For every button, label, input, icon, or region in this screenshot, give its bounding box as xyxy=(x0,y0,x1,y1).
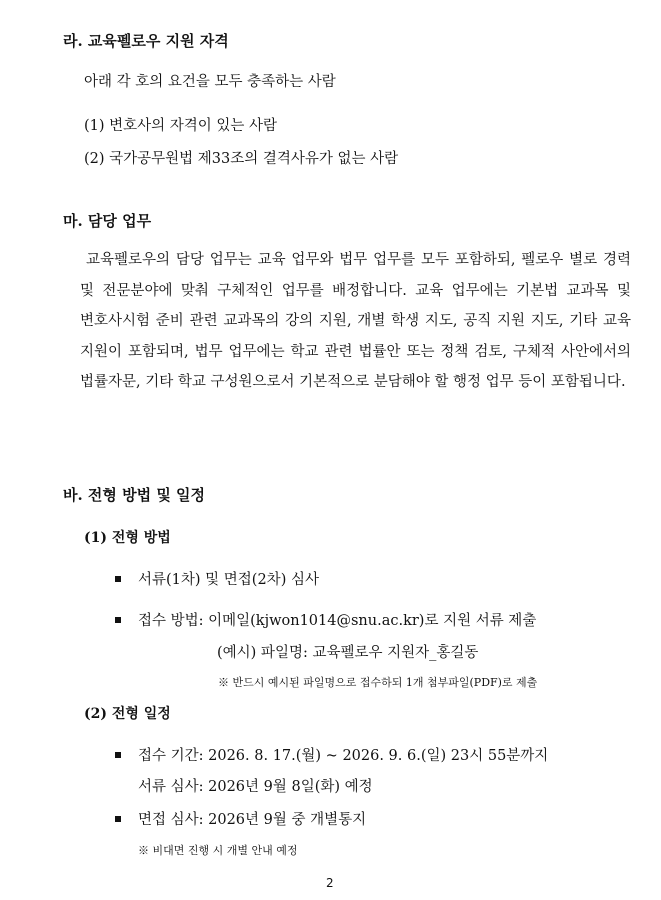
schedule-bullet-1: 접수 기간: 2026. 8. 17.(월) ~ 2026. 9. 6.(일) 23시 55분까지 xyxy=(138,748,549,764)
section-ra-heading: 라. 교육펠로우 지원 자격 xyxy=(63,32,229,50)
schedule-note: ※ 비대면 진행 시 개별 안내 예정 xyxy=(138,844,298,857)
bullet-icon xyxy=(115,576,121,582)
method-title: (1) 전형 방법 xyxy=(84,530,171,546)
section-ra-item-1: (1) 변호사의 자격이 있는 사람 xyxy=(84,118,278,134)
method-bullet-2: 접수 방법: 이메일(kjwon1014@snu.ac.kr)로 지원 서류 제출 xyxy=(138,613,537,629)
method-note: ※ 반드시 예시된 파일명으로 접수하되 1개 첨부파일(PDF)로 제출 xyxy=(218,676,538,689)
bullet-icon xyxy=(115,617,121,623)
schedule-title: (2) 전형 일정 xyxy=(84,706,171,722)
section-ma-paragraph: 교육펠로우의 담당 업무는 교육 업무와 법무 업무를 모두 포함하되, 펠로우 별로 경력 및 전문분야에 맞춰 구체적인 업무를 배정합니다. 교육 업무에는 기본법 교과목 및 변호사시험 준비 관련 교과목의 강의 지원, 개별 학생 지도, 공직 지원 지도, 기타 교육 지원이 포함되며, 법무 업무에는 학교 관련 법률안 또는 정책 검토, 구체적 사안에서의 법률자문, 기타 학교 구성원으로서 기본적으로 분담해야 할 행정 업무 등이 포함됩니다. xyxy=(80,252,631,390)
section-ra-item-2: (2) 국가공무원법 제33조의 결격사유가 없는 사람 xyxy=(84,151,399,167)
schedule-bullet-1-line2: 서류 심사: 2026년 9월 8일(화) 예정 xyxy=(138,779,373,795)
schedule-bullet-2: 면접 심사: 2026년 9월 중 개별통지 xyxy=(138,812,367,828)
section-ma-heading: 마. 담당 업무 xyxy=(63,212,152,230)
bullet-icon xyxy=(115,816,121,822)
method-bullet-1: 서류(1차) 및 면접(2차) 심사 xyxy=(138,572,319,588)
method-example: (예시) 파일명: 교육펠로우 지원자_홍길동 xyxy=(217,645,479,661)
page-number: 2 xyxy=(326,876,334,890)
section-ra-intro: 아래 각 호의 요건을 모두 충족하는 사람 xyxy=(84,74,336,90)
section-ba-heading: 바. 전형 방법 및 일정 xyxy=(63,486,206,504)
bullet-icon xyxy=(115,752,121,758)
